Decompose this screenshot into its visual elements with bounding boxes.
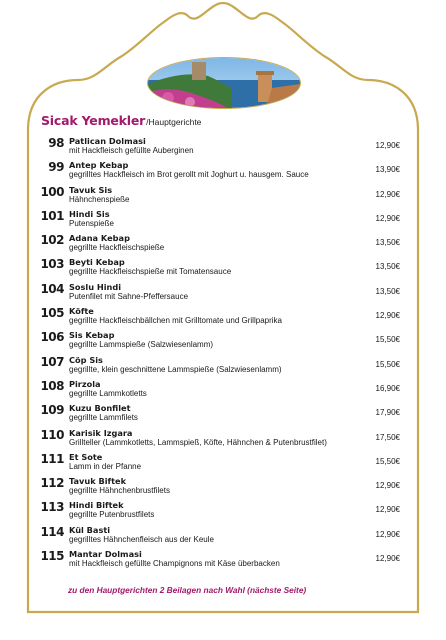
item-price: 13,90€ [375, 165, 400, 175]
item-price: 15,50€ [375, 359, 400, 369]
item-description: gegrillte Putenbrustfilets [69, 510, 155, 520]
item-number: 107 [40, 354, 64, 369]
item-number: 98 [48, 136, 64, 150]
item-number: 114 [40, 524, 64, 539]
item-name: Cöp Sis [69, 354, 103, 365]
item-name: Beyti Kebap [69, 257, 125, 268]
item-name: Kuzu Bonfilet [69, 403, 131, 414]
item-name: Mantar Dolmasi [69, 549, 142, 560]
item-price: 17,50€ [375, 432, 400, 442]
item-price: 16,90€ [375, 383, 400, 393]
item-name: Antep Kebap [69, 160, 129, 171]
menu-item [28, 400, 400, 424]
item-number: 113 [40, 500, 64, 515]
item-number: 105 [40, 306, 64, 321]
item-name: Hindi Biftek [69, 500, 124, 511]
item-price: 12,90€ [375, 529, 400, 539]
menu-item [28, 230, 400, 254]
item-price: 12,90€ [375, 189, 400, 199]
item-name: Patlican Dolmasi [69, 136, 146, 146]
item-description: Lamm in der Pfanne [69, 461, 142, 471]
item-name: Et Sote [69, 451, 103, 462]
menu-item [28, 376, 400, 400]
menu-item [28, 133, 400, 157]
item-name: Adana Kebap [69, 233, 130, 244]
page-subtitle: /Hauptgerichte [146, 117, 202, 127]
menu-item [28, 327, 400, 351]
menu-item [28, 157, 400, 181]
menu-item [28, 449, 400, 473]
item-description: Putenfilet mit Sahne-Pfeffersauce [69, 291, 189, 301]
menu-item [28, 473, 400, 497]
item-description: gegrillte Hackfleischspieße [69, 243, 165, 253]
item-price: 15,50€ [375, 335, 400, 345]
item-description: mit Hackfleisch gefüllte Champignons mit Käse überbacken [69, 559, 280, 569]
menu-item [28, 182, 400, 206]
item-price: 13,50€ [375, 286, 400, 296]
item-number: 106 [40, 330, 64, 345]
item-description: gegrilltes Hackfleisch im Brot gerollt mit Joghurt u. hausgem. Sauce [69, 170, 309, 180]
item-number: 101 [40, 208, 64, 223]
item-number: 111 [40, 451, 64, 466]
item-name: Soslu Hindi [69, 281, 122, 292]
menu-item [28, 206, 400, 230]
item-number: 110 [40, 427, 64, 442]
item-number: 112 [40, 476, 64, 491]
item-price: 12,90€ [375, 505, 400, 515]
item-description: gegrillte Hackfleischbällchen mit Grilltomate und Grillpaprika [69, 316, 282, 326]
menu-item [28, 279, 400, 303]
item-price: 12,90€ [375, 481, 400, 491]
item-description: gegrillte Lammfilets [69, 413, 138, 423]
item-name: Tavuk Sis [69, 184, 113, 195]
item-number: 108 [40, 378, 64, 393]
item-description: mit Hackfleisch gefüllte Auberginen [69, 146, 194, 155]
item-name: Pirzola [69, 378, 101, 389]
menu-item [28, 522, 400, 546]
menu-item [28, 425, 400, 449]
item-price: 12,90€ [375, 213, 400, 223]
item-name: Kül Basti [69, 524, 111, 535]
menu-list [28, 133, 400, 570]
item-number: 99 [48, 160, 64, 175]
menu-item [28, 254, 400, 278]
harbor-tower-photo [147, 57, 301, 109]
menu-item [28, 352, 400, 376]
item-price: 12,90€ [375, 141, 400, 150]
item-description: gegrillte Lammspieße (Salzwiesenlamm) [69, 340, 214, 350]
item-price: 17,90€ [375, 408, 400, 418]
item-name: Tavuk Biftek [69, 476, 127, 487]
item-number: 109 [40, 403, 64, 418]
item-description: gegrillte Lammkotletts [69, 388, 147, 398]
item-description: gegrillte, klein geschnittene Lammspieße (Salzwiesenlamm) [69, 364, 282, 374]
item-description: gegrilltes Hähnchenfleisch aus der Keule [69, 534, 214, 544]
item-price: 12,90€ [375, 311, 400, 321]
item-description: Putenspieße [69, 218, 114, 228]
item-name: Karisik Izgara [69, 427, 133, 438]
item-number: 104 [40, 281, 64, 296]
item-price: 13,50€ [375, 262, 400, 272]
page-title: Sicak Yemekler [41, 113, 146, 128]
item-price: 15,50€ [375, 456, 400, 466]
item-number: 115 [40, 549, 64, 564]
menu-item [28, 497, 400, 521]
item-price: 12,90€ [375, 554, 400, 564]
menu-item [28, 546, 400, 570]
item-name: Sis Kebap [69, 330, 115, 341]
menu-item [28, 303, 400, 327]
section-title [41, 113, 421, 129]
item-description: gegrillte Hähnchenbrustfilets [69, 486, 170, 496]
item-name: Hindi Sis [69, 208, 110, 219]
item-name: Köfte [69, 306, 94, 317]
item-description: gegrillte Hackfleischspieße mit Tomatensauce [69, 267, 232, 277]
item-number: 100 [40, 184, 64, 199]
item-description: Grillteller (Lammkotletts, Lammspieß, Köfte, Hähnchen & Putenbrustfilet) [69, 437, 327, 447]
item-number: 102 [40, 233, 64, 248]
side-dish-note: zu den Hauptgerichten 2 Beilagen nach Wahl (nächste Seite) [68, 585, 307, 595]
item-price: 13,50€ [375, 238, 400, 248]
item-number: 103 [40, 257, 64, 272]
item-description: Hähnchenspieße [69, 194, 130, 204]
